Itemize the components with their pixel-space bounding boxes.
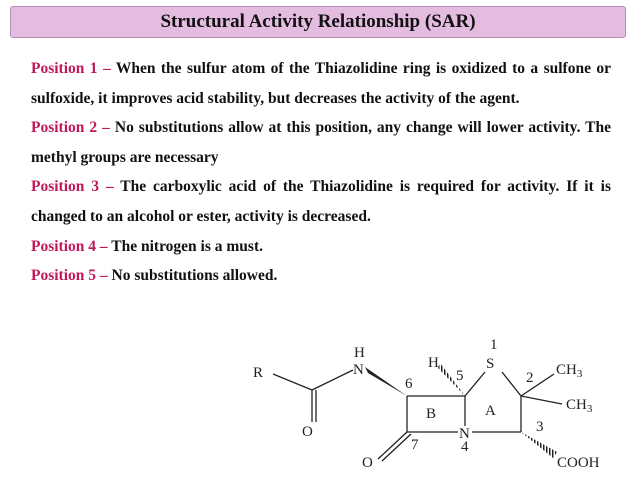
r-group-label: R — [253, 365, 264, 381]
position-1-paragraph — [31, 54, 611, 113]
position-3-label: Position 3 – — [31, 178, 114, 196]
position-2-text: No substitutions allow at this position, any change will lower activity. The methyl groups are necessary — [31, 119, 611, 166]
cooh-label: COOH — [557, 455, 600, 471]
amide-n-label: N — [353, 362, 364, 378]
position-4-label: Position 4 – — [31, 237, 108, 255]
position-5-text: No substitutions allowed. — [111, 267, 278, 285]
position-2-paragraph — [31, 113, 611, 172]
methyl-top-label: $CH_3$ — [556, 362, 583, 380]
position-5-label: Position 5 – — [31, 267, 108, 285]
position-3-paragraph — [31, 172, 611, 231]
position-number-5: 5 — [456, 368, 464, 384]
position-1-label: Position 1 – — [31, 60, 111, 77]
sulfur-label: S — [486, 356, 495, 372]
page-title: Structural Activity Relationship (SAR) — [10, 6, 626, 38]
ring-b-label: B — [426, 406, 437, 422]
position-number-2: 2 — [526, 370, 534, 386]
position-5-paragraph — [31, 261, 611, 291]
methyl-bottom-label: $CH_3$ — [566, 397, 593, 415]
position-2-label: Position 2 – — [31, 119, 110, 137]
position-number-6: 6 — [405, 376, 413, 392]
position-number-7: 7 — [411, 437, 419, 453]
h5-label: H — [428, 355, 439, 371]
hashed-bond-cooh — [521, 432, 557, 458]
lactam-o-label: O — [362, 455, 373, 471]
position-4-paragraph — [31, 232, 611, 262]
ring-a-label: A — [485, 403, 496, 419]
penicillin-structure-diagram — [240, 338, 630, 474]
amide-h-label: H — [354, 345, 365, 361]
position-number-3: 3 — [536, 419, 544, 435]
position-3-text: The carboxylic acid of the Thiazolidine is required for activity. If it is changed to an alcohol or ester, activity is decreased. — [31, 178, 611, 225]
wedge-bond — [365, 367, 407, 396]
ring-nitrogen-label: N — [459, 426, 470, 442]
amide-o-label: O — [302, 424, 313, 440]
position-number-1: 1 — [490, 338, 498, 353]
position-number-4: 4 — [461, 439, 469, 455]
position-1-text: When the sulfur atom of the Thiazolidine ring is oxidized to a sulfone or sulfoxide, it improves acid stability, but decreases the activity of the agent. — [31, 60, 611, 107]
position-4-text: The nitrogen is a must. — [111, 237, 263, 255]
sar-content — [31, 54, 611, 291]
